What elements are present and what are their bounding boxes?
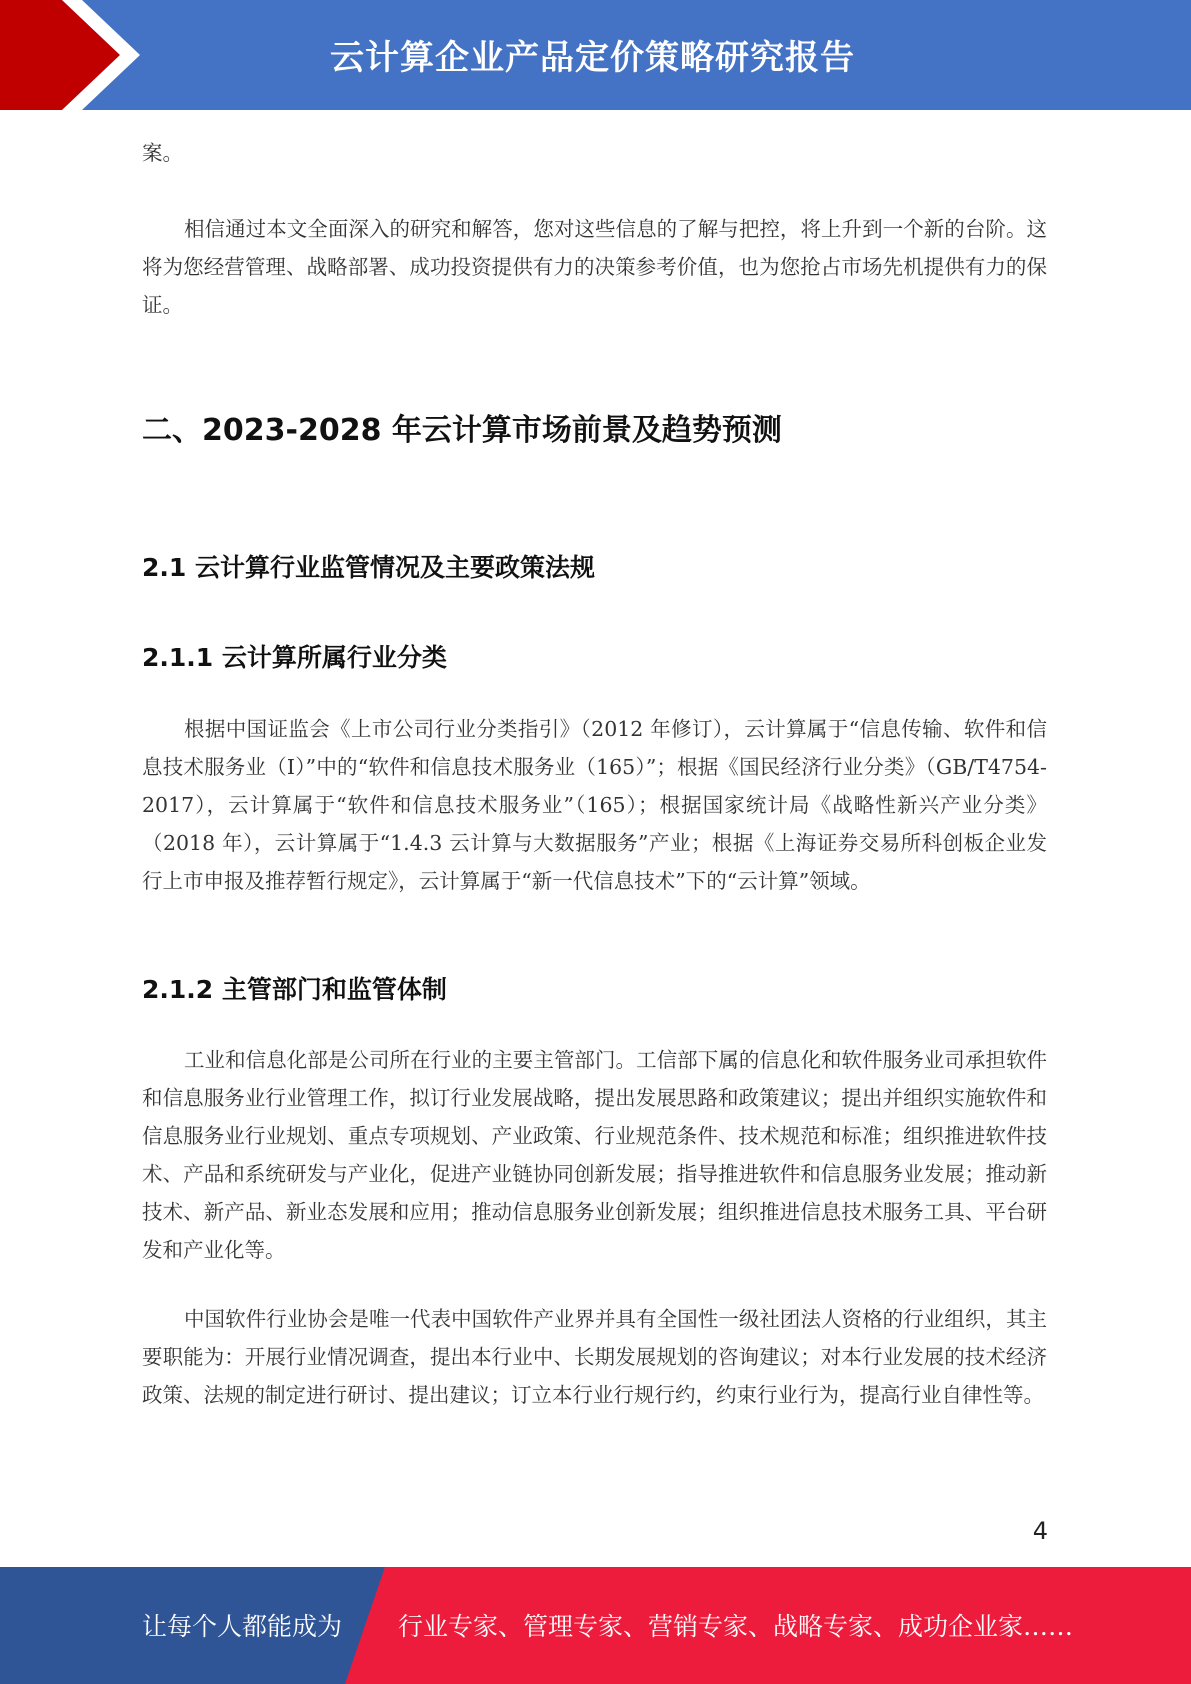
paragraph-regulator: 工业和信息化部是公司所在行业的主要主管部门。工信部下属的信息化和软件服务业司承担软件和信息服务业行业管理工作，拟订行业发展战略，提出发展思路和政策建议；提出并组织实施软件和信息服务业行业规划、重点专项规划、产业政策、行业规范条件、技术规范和标准；组织推进软件技术、产品和系统研发与产业化，促进产业链协同创新发展；指导推进软件和信息服务业发展；推动新技术、新产品、新业态发展和应用；推动信息服务业创新发展；组织推进信息技术服务工具、平台研发和产业化等。 [142,1048,1047,1262]
paragraph-industry-classification: 根据中国证监会《上市公司行业分类指引》（2012 年修订），云计算属于“信息传输、软件和信息技术服务业（I）”中的“软件和信息技术服务业（165）”；根据《国民经济行业分类》（GB/T4754-2017），云计算属于“软件和信息技术服务业”（165）；根据国家统计局《战略性新兴产业分类》（2018 年），云计算属于“1.4.3 云计算与大数据服务”产业；根据《上海证券交易所科创板企业发行上市申报及推荐暂行规定》，云计算属于“新一代信息技术”下的“云计算”领域。 [142,717,1047,893]
footer-slogan-left: 让每个人都能成为 [142,1612,343,1641]
chevron-logo-icon [0,0,160,110]
report-title: 云计算企业产品定价策略研究报告 [330,38,855,78]
section-heading-2: 二、2023-2028 年云计算市场前景及趋势预测 [142,413,782,448]
page-footer [0,1567,1191,1684]
subsection-heading-2-1-1: 2.1.1 云计算所属行业分类 [142,643,447,672]
subsection-heading-2-1-2: 2.1.2 主管部门和监管体制 [142,975,447,1004]
paragraph-association: 中国软件行业协会是唯一代表中国软件产业界并具有全国性一级社团法人资格的行业组织，其主要职能为：开展行业情况调查，提出本行业中、长期发展规划的咨询建议；对本行业发展的技术经济政策、法规的制定进行研讨、提出建议；订立本行业行规行约，约束行业行为，提高行业自律性等。 [142,1307,1047,1407]
subsection-heading-2-1: 2.1 云计算行业监管情况及主要政策法规 [142,553,595,582]
page-number: 4 [1032,1517,1048,1545]
page-header [0,0,1191,110]
paragraph-continuation: 案。 [142,141,183,165]
footer-slogan-right: 行业专家、管理专家、营销专家、战略专家、成功企业家…… [398,1612,1074,1641]
paragraph-intro: 相信通过本文全面深入的研究和解答，您对这些信息的了解与把控，将上升到一个新的台阶。这将为您经营管理、战略部署、成功投资提供有力的决策参考价值，也为您抢占市场先机提供有力的保证。 [142,217,1047,317]
